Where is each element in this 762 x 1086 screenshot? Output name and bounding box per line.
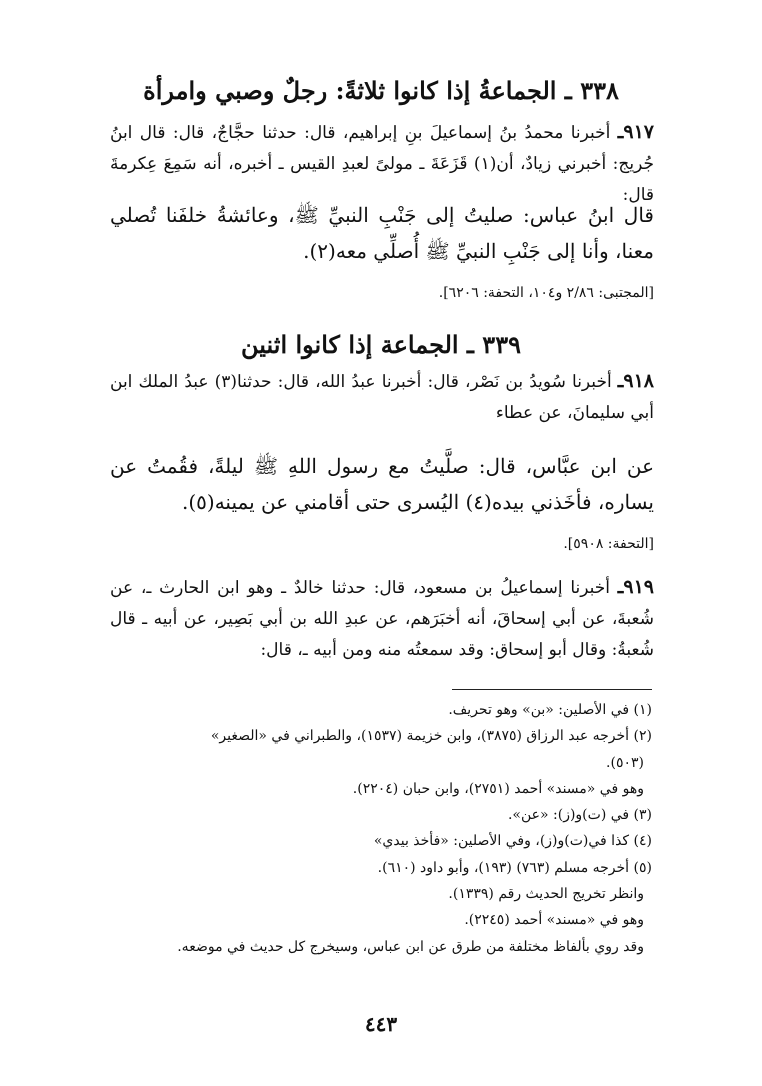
hadith-919-isnad: أخبرنا إسماعيلُ بن مسعود، قال: حدثنا خالدٌ ـ وهو ابن الحارث ـ، عن شُعبةَ، عن أبي إسحاقَ، أنه أخبَرَهم، عن عبدِ الله بن أبي بَصِير، عن أبيه ـ قال شُعبةُ: وقال أبو إسحاق: وقد سمعتُه منه ومن أبيه ـ، قال: xyxy=(110,578,654,660)
section-339-heading: ٣٣٩ ـ الجماعة إذا كانوا اثنين xyxy=(241,330,521,359)
hadith-917-matn: قال ابنُ عباس: صليتُ إلى جَنْبِ النبيِّ ﷺ، وعائشةُ خلفَنا تُصلي معنا، وأنا إلى جَنْبِ النبيِّ ﷺ أُصلِّي معه(٢). xyxy=(110,203,654,263)
footnote-5-note-b: وهو في «مسند» أحمد (٢٢٤٥). xyxy=(464,912,644,929)
footnotes xyxy=(110,697,652,960)
footnote-5: (٥) أخرجه مسلم (٧٦٣) (١٩٣)، وأبو داود (٦١٠). xyxy=(377,859,652,876)
hadith-919-chain xyxy=(110,572,654,666)
hadith-918-number: ٩١٨ـ xyxy=(617,370,654,392)
footnote-2-note: وهو في «مسند» أحمد (٢٧٥١)، وابن حبان (٢٢٠٤). xyxy=(352,780,644,797)
hadith-918-chain xyxy=(110,366,654,429)
hadith-918-takhrij: [التحفة: ٥٩٠٨]. xyxy=(563,536,654,552)
footnote-2: (٢) أخرجه عبد الرزاق (٣٨٧٥)، وابن خزيمة (١٥٣٧)، والطبراني في «الصغير» xyxy=(210,728,652,745)
page-number: ٤٤٣ xyxy=(364,1012,398,1036)
footnote-1: (١) في الأصلين: «بن» وهو تحريف. xyxy=(448,702,652,718)
footnote-5-note-c: وقد روي بألفاظ مختلفة من طرق عن ابن عباس، وسيخرج كل حديث في موضعه. xyxy=(177,938,644,955)
hadith-917-takhrij: [المجتبى: ٢/٨٦ و١٠٤، التحفة: ٦٢٠٦]. xyxy=(438,285,654,301)
section-338-heading: ٣٣٨ ـ الجماعةُ إذا كانوا ثلاثةً: رجلٌ وصبي وامرأة xyxy=(143,76,619,105)
footnote-5-note-a: وانظر تخريج الحديث رقم (١٣٣٩). xyxy=(448,886,644,903)
footnote-4: (٤) كذا في(ت)و(ز)، وفي الأصلين: «فأخذ بيدي» xyxy=(373,833,652,850)
footnote-2-cont: (٥٠٣). xyxy=(606,754,644,771)
footnote-separator xyxy=(452,689,652,690)
hadith-918-matn: عن ابن عبَّاس، قال: صلَّيتُ مع رسول اللهِ ﷺ ليلةً، فقُمتُ عن يساره، فأخَذني بيده(٤) اليُسرى حتى أقامني عن يمينه(٥). xyxy=(110,454,654,514)
footnote-3: (٣) في (ت)و(ز): «عن». xyxy=(507,807,652,824)
hadith-917-isnad: أخبرنا محمدُ بنُ إسماعيلَ بنِ إبراهيم، قال: حدثنا حجَّاجٌ، قال: قال ابنُ جُريج: أخبرني زيادٌ، أن(١) قَزَعَةَ ـ مولىً لعبدِ القيس ـ أخبره، أنه سَمِعَ عِكرمةَ قال: xyxy=(110,123,654,205)
hadith-918-isnad: أخبرنا سُويدُ بن نَصْر، قال: أخبرنا عبدُ الله، قال: حدثنا(٣) عبدُ الملك ابن أبي سليمانَ، عن عطاء xyxy=(110,372,654,423)
hadith-919-number: ٩١٩ـ xyxy=(617,576,654,598)
hadith-917-number: ٩١٧ـ xyxy=(617,121,654,143)
